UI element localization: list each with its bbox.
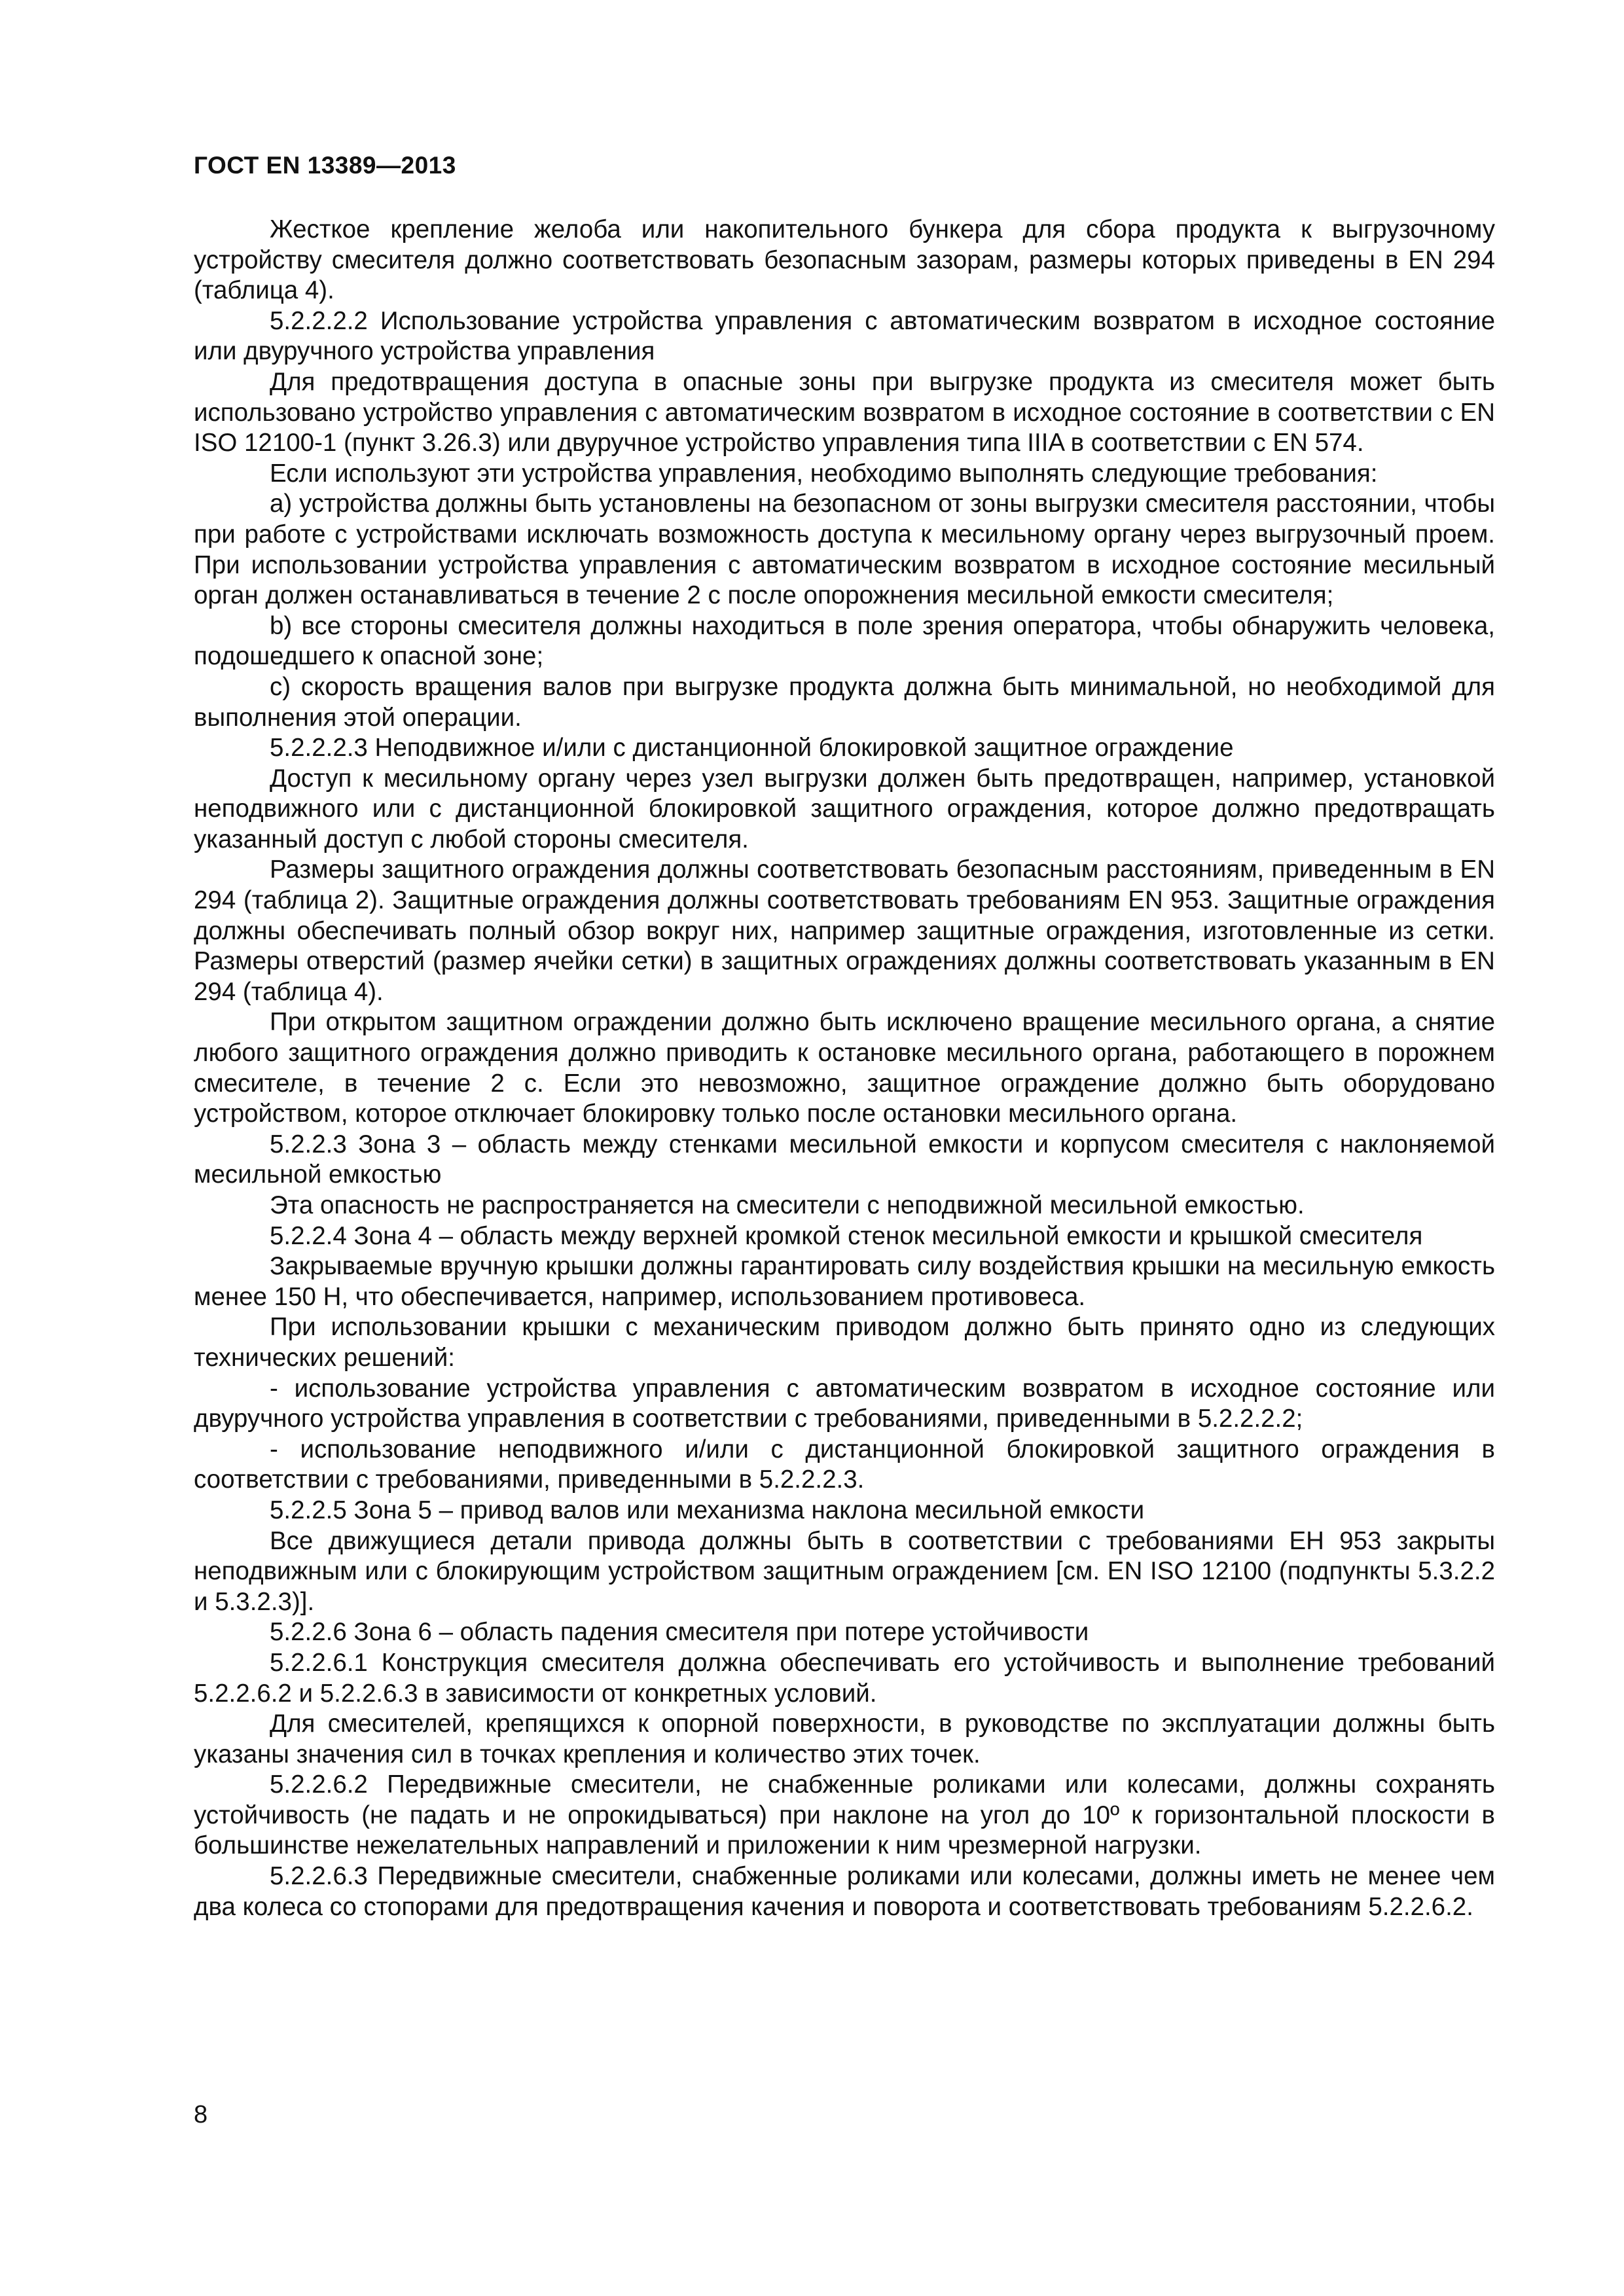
list-item-a: a) устройства должны быть установлены на безопасном от зоны выгрузки смесителя расстоянии, чтобы при работе с устройствами исключать возможность доступа к месильному органу через выгрузочный проем. При использовании устройства управления с автоматическим возвратом в исходное состояние месильный орган должен останавливаться в течение 2 с после опорожнения месильной емкости смесителя;: [194, 490, 1495, 610]
page-number: 8: [194, 2101, 208, 2128]
section-heading-5-2-2-6: 5.2.2.6 Зона 6 – область падения смесителя при потере устойчивости: [270, 1618, 1089, 1647]
list-item-b: b) все стороны смесителя должны находиться в поле зрения оператора, чтобы обнаружить человека, подошедшего к опасной зоне;: [194, 611, 1495, 671]
paragraph: При открытом защитном ограждении должно быть исключено вращение месильного органа, а снятие любого защитного ограждения должно приводить к остановке месильного органа, работающего в порожнем смесителе, в течение 2 с. Если это невозможно, защитное ограждение должно быть оборудовано устройством, которое отключает блокировку только после остановки месильного органа.: [194, 1008, 1495, 1128]
paragraph: Жесткое крепление желоба или накопительного бункера для сбора продукта к выгрузочному устройству смесителя должно соответствовать безопасным зазорам, размеры которых приведены в EN 294 (таблица 4).: [194, 215, 1495, 305]
paragraph: Закрываемые вручную крышки должны гарантировать силу воздействия крышки на месильную емкость менее 150 Н, что обеспечивается, например, использованием противовеса.: [194, 1252, 1495, 1311]
paragraph: Для смесителей, крепящихся к опорной поверхности, в руководстве по эксплуатации должны быть указаны значения сил в точках крепления и количество этих точек.: [194, 1710, 1495, 1768]
section-heading-5-2-2-2-2: 5.2.2.2.2 Использование устройства управления с автоматическим возвратом в исходное состояние или двуручного устройства управления: [194, 306, 1495, 366]
section-heading-5-2-2-3: 5.2.2.3 Зона 3 – область между стенками месильной емкости и корпусом смесителя с наклоняемой месильной емкостью: [194, 1130, 1495, 1189]
list-item-dash: - использование неподвижного и/или с дистанционной блокировкой защитного ограждения в соответствии с требованиями, приведенными в 5.2.2.2.3.: [194, 1435, 1495, 1494]
paragraph: Эта опасность не распространяется на смесители с неподвижной месильной емкостью.: [270, 1191, 1305, 1219]
section-heading-5-2-2-5: 5.2.2.5 Зона 5 – привод валов или механизма наклона месильной емкости: [270, 1496, 1145, 1524]
paragraph: Все движущиеся детали привода должны быть в соответствии с требованиями ЕН 953 закрыты неподвижным или с блокирующим устройством защитным ограждением [см. EN ISO 12100 (подпункты 5.3.2.2 и 5.3.2.3)].: [194, 1526, 1495, 1616]
paragraph: Размеры защитного ограждения должны соответствовать безопасным расстояниям, приведенным в EN 294 (таблица 2). Защитные ограждения должны соответствовать требованиям EN 953. Защитные ограждения должны обеспечивать полный обзор вокруг них, например защитные ограждения, изготовленные из сетки. Размеры отверстий (размер ячейки сетки) в защитных ограждениях должны соответствовать указанным в EN 294 (таблица 4).: [194, 855, 1495, 1006]
list-item-dash: - использование устройства управления с автоматическим возвратом в исходное состояние или двуручного устройства управления в соответствии с требованиями, приведенными в 5.2.2.2.2;: [194, 1374, 1495, 1433]
paragraph: Для предотвращения доступа в опасные зоны при выгрузке продукта из смесителя может быть использовано устройство управления с автоматическим возвратом в исходное состояние в соответствии с EN ISO 12100-1 (пункт 3.26.3) или двуручное устройство управления типа IIIA в соответствии с EN 574.: [194, 367, 1495, 457]
document-code-header: ГОСТ EN 13389—2013: [194, 152, 456, 179]
paragraph: Если используют эти устройства управления, необходимо выполнять следующие требования:: [270, 459, 1378, 488]
section-heading-5-2-2-6-1: 5.2.2.6.1 Конструкция смесителя должна обеспечивать его устойчивость и выполнение требований 5.2.2.6.2 и 5.2.2.6.3 в зависимости от конкретных условий.: [194, 1648, 1495, 1708]
paragraph: Доступ к месильному органу через узел выгрузки должен быть предотвращен, например, установкой неподвижного или с дистанционной блокировкой защитного ограждения, которое должно предотвращать указанный доступ с любой стороны смесителя.: [194, 764, 1495, 853]
list-item-c: c) скорость вращения валов при выгрузке продукта должна быть минимальной, но необходимой для выполнения этой операции.: [194, 672, 1495, 732]
section-heading-5-2-2-2-3: 5.2.2.2.3 Неподвижное и/или с дистанционной блокировкой защитное ограждение: [270, 734, 1234, 762]
section-heading-5-2-2-4: 5.2.2.4 Зона 4 – область между верхней кромкой стенок месильной емкости и крышкой смесителя: [270, 1221, 1423, 1250]
section-heading-5-2-2-6-2: 5.2.2.6.2 Передвижные смесители, не снабженные роликами или колесами, должны сохранять устойчивость (не падать и не опрокидываться) при наклоне на угол до 10º к горизонтальной плоскости в большинстве нежелательных направлений и приложении к ним чрезмерной нагрузки.: [194, 1770, 1495, 1860]
document-body: [194, 215, 1495, 1922]
section-heading-5-2-2-6-3: 5.2.2.6.3 Передвижные смесители, снабженные роликами или колесами, должны иметь не менее чем два колеса со стопорами для предотвращения качения и поворота и соответствовать требованиям 5.2.2.6.2.: [194, 1862, 1495, 1921]
paragraph: При использовании крышки с механическим приводом должно быть принято одно из следующих технических решений:: [194, 1313, 1495, 1372]
